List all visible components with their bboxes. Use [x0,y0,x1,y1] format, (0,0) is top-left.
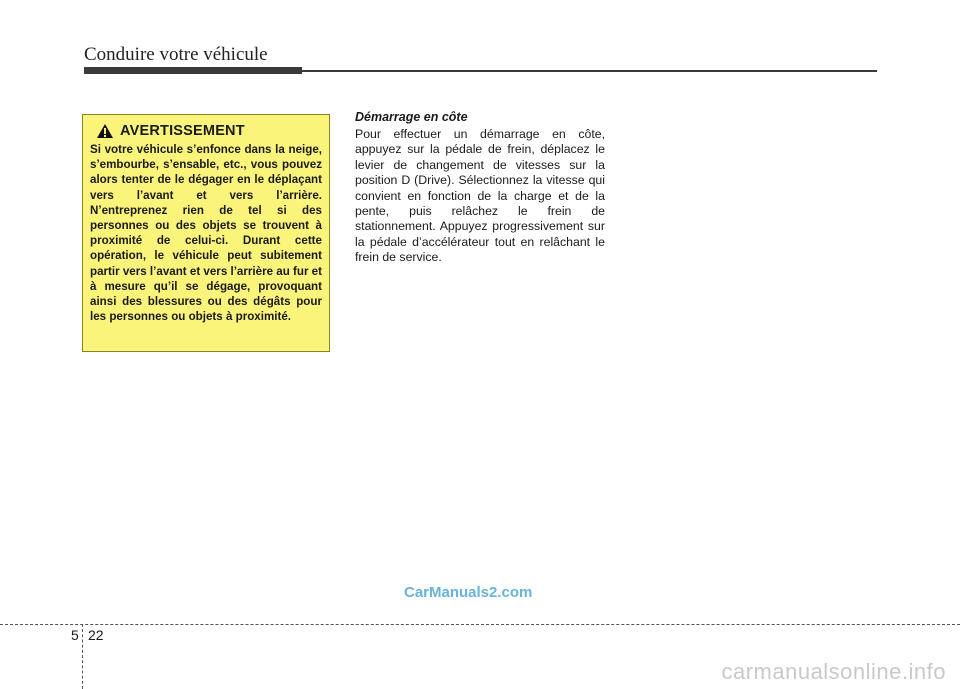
page-number: 22 [88,627,104,643]
watermark-link[interactable]: CarManuals2.com [404,584,533,601]
warning-text: Si votre véhicule s’enfonce dans la neige, s’embourbe, s’ensable, etc., vous pouvez alors tenter de le dégager en le déplaçant vers l’avant et vers l’arrière. N’entreprenez rien de tel si des personnes ou des objets se trouvent à proximité de celui-ci. Durant cette opération, le véhicule peut subitement partir vers l’avant et vers l’arrière au fur et à mesure qu’il se dégage, provoquant ainsi des blessures ou des dégâts pour les personnes ou objets à proximité. [90,143,322,324]
footer-vertical-divider [82,624,83,689]
footer-divider [0,624,960,625]
header-title: Conduire votre véhicule [84,44,268,65]
bottom-watermark: carmanualsonline.info [721,659,946,684]
warning-header [96,123,322,139]
header-rule-thick [84,67,302,74]
page-section-number: 5 [71,627,79,643]
warning-box [82,114,330,352]
section-heading: Démarrage en côte [355,110,468,124]
header-rule [84,67,877,74]
warning-title: AVERTISSEMENT [120,123,245,139]
warning-triangle-icon [96,123,114,139]
section-hill-start [355,110,605,266]
header-rule-thin [302,70,877,72]
section-body: Pour effectuer un démarrage en côte, appuyez sur la pédale de frein, déplacez le levier de changement de vitesses sur la position D (Drive). Sélectionnez la vitesse qui convient en fonction de la charge et de la pente, puis relâchez le frein de stationnement. Appuyez progressivement sur la pédale d’accélérateur tout en relâchant le frein de service. [355,127,605,265]
